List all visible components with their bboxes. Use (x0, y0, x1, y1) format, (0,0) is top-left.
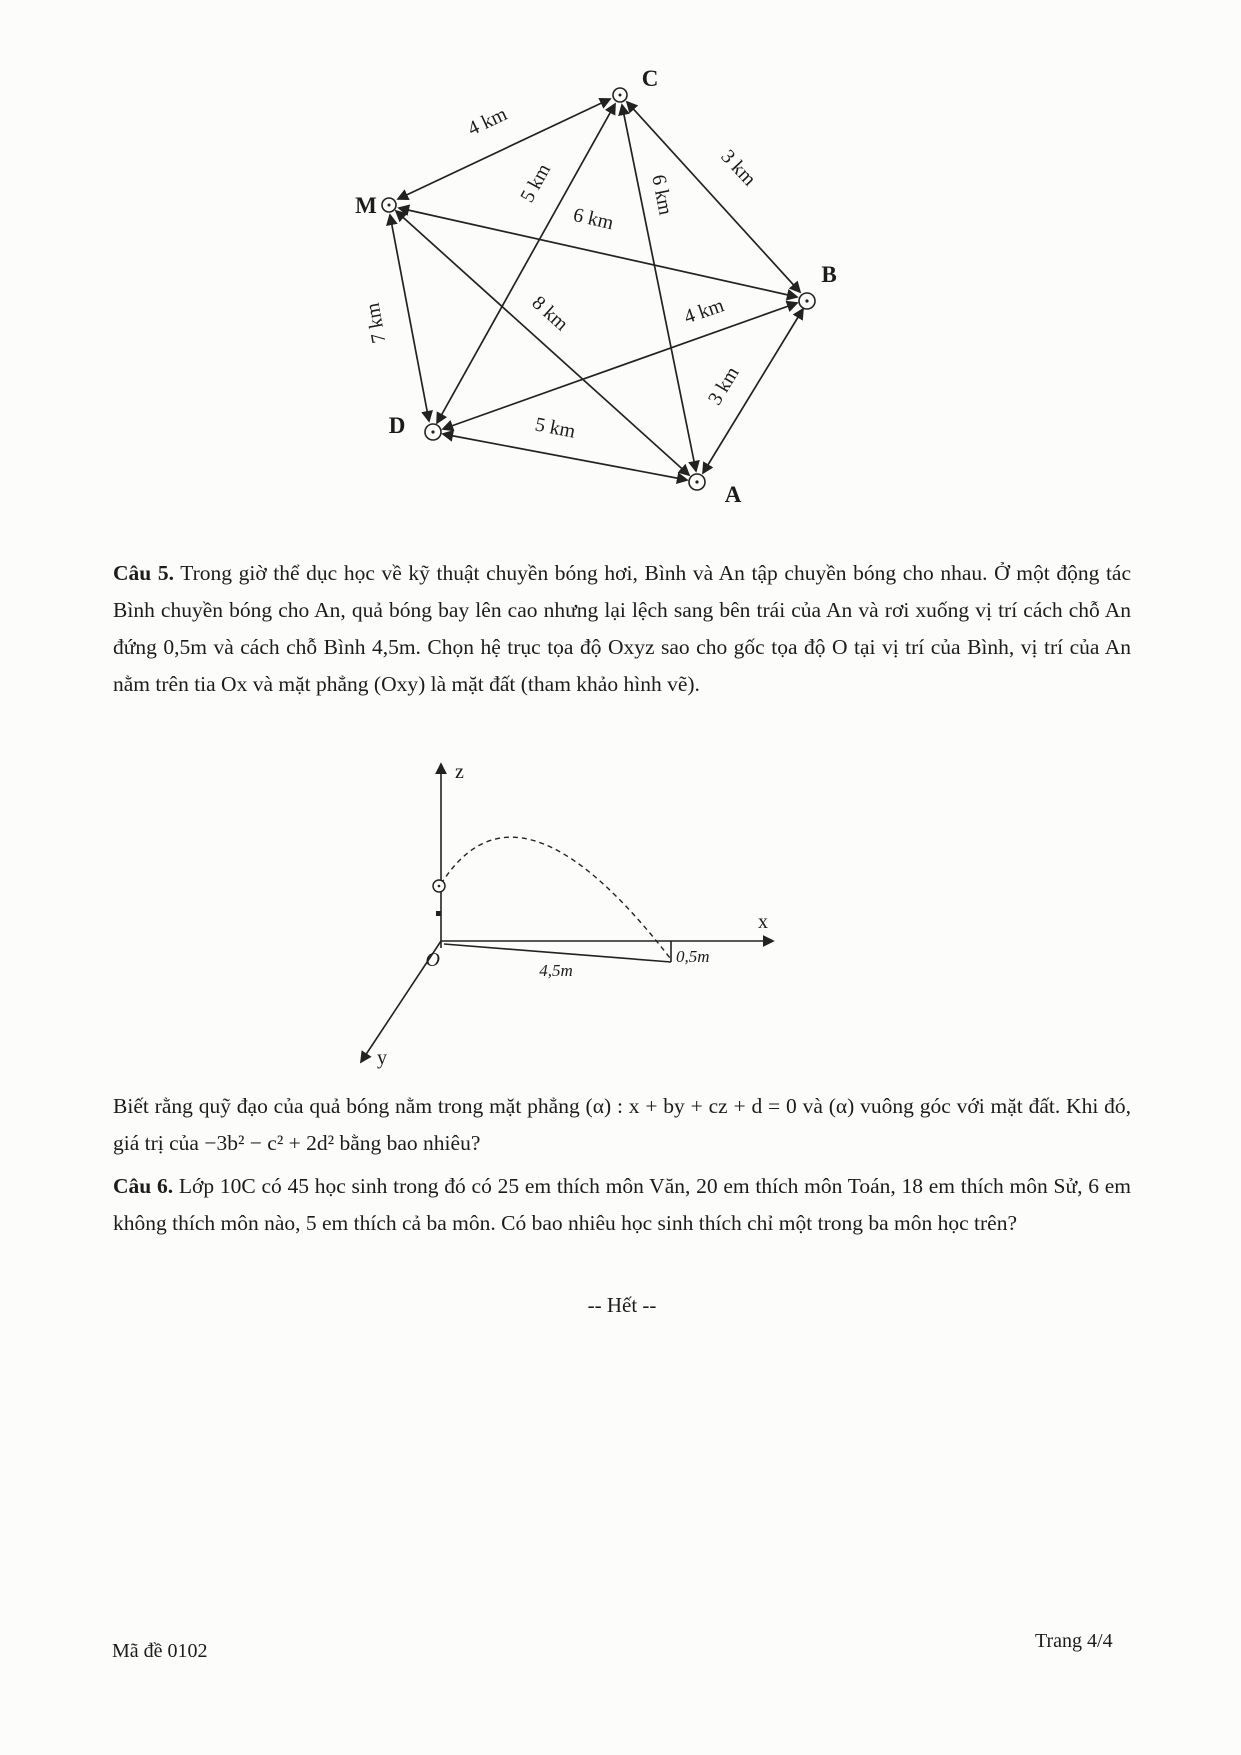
edge-M-D (390, 215, 429, 421)
question6-paragraph (113, 1168, 1131, 1242)
edge-label-AB: 3 km (703, 362, 744, 409)
node-label-B: B (821, 262, 837, 287)
end-marker: -- Hết -- (587, 1293, 657, 1317)
question5-text2: Biết rằng quỹ đạo của quả bóng nằm trong mặt phẳng (α) : x + by + cz + d = 0 và (α) vuông góc với mặt đất. Khi đó, giá trị của −3b² − c² + 2d² bằng bao nhiêu? (113, 1094, 1131, 1155)
question6-label: Câu 6. (113, 1174, 174, 1198)
edge-label-MB: 6 km (571, 203, 616, 235)
distance-long-label: 4,5m (539, 961, 573, 980)
origin-label: O (425, 949, 440, 971)
edge-label-CB: 3 km (716, 145, 761, 191)
coordinate-figure (0, 740, 1241, 1085)
edge-C-A (622, 105, 696, 471)
node-label-A: A (724, 482, 742, 507)
graph-nodes (382, 88, 815, 490)
question6-text: Lớp 10C có 45 học sinh trong đó có 25 em thích môn Văn, 20 em thích môn Toán, 18 em thích môn Sử, 6 em không thích môn nào, 5 em thích cả ba môn. Có bao nhiêu học sinh thích chỉ một trong ba môn học trên? (113, 1174, 1132, 1235)
footer-exam-code: Mã đề 0102 (112, 1640, 208, 1662)
distance-short-label: 0,5m (676, 947, 710, 966)
trajectory-curve (441, 837, 670, 958)
graph-figure (0, 0, 1241, 560)
x-axis-label: x (758, 911, 768, 933)
graph-node-labels (355, 66, 837, 507)
edge-label-DC: 5 km (516, 160, 556, 207)
edge-label-DB: 4 km (681, 294, 727, 329)
edge-label-MD: 7 km (361, 301, 391, 345)
ball-center-dot (438, 885, 441, 888)
edge-label-MA: 8 km (527, 291, 573, 336)
edge-label-DA: 5 km (533, 413, 578, 443)
question5-continuation (113, 1088, 1131, 1162)
edge-D-C (437, 104, 615, 423)
node-label-C: C (641, 66, 659, 91)
node-label-D: D (388, 413, 406, 438)
z-axis-label: z (455, 761, 464, 783)
ground-distance-line (444, 944, 671, 962)
edge-D-B (443, 303, 797, 429)
question5-text: Trong giờ thể dục học về kỹ thuật chuyền bóng hơi, Bình và An tập chuyền bóng cho nhau. Ở một động tác Bình chuyền bóng cho An, quả bóng bay lên cao nhưng lại lệch sang bên trái của An và rơi xuống vị trí cách chỗ An đứng 0,5m và cách chỗ Bình 4,5m. Chọn hệ trục tọa độ Oxyz sao cho gốc tọa độ O tại vị trí của Bình, vị trí của An nằm trên tia Ox và mặt phẳng (Oxy) là mặt đất (tham khảo hình vẽ). (113, 561, 1131, 696)
question5-paragraph (113, 555, 1131, 703)
graph-edge-labels (362, 103, 761, 443)
footer-page-number: Trang 4/4 (1035, 1630, 1113, 1652)
z-axis-tick (436, 911, 441, 916)
node-center-dots (388, 94, 809, 484)
edge-label-MC: 4 km (464, 103, 511, 141)
edge-label-CA: 6 km (647, 172, 677, 217)
question5-label: Câu 5. (113, 561, 174, 585)
y-axis-label: y (377, 1047, 387, 1069)
node-label-M: M (355, 193, 377, 218)
